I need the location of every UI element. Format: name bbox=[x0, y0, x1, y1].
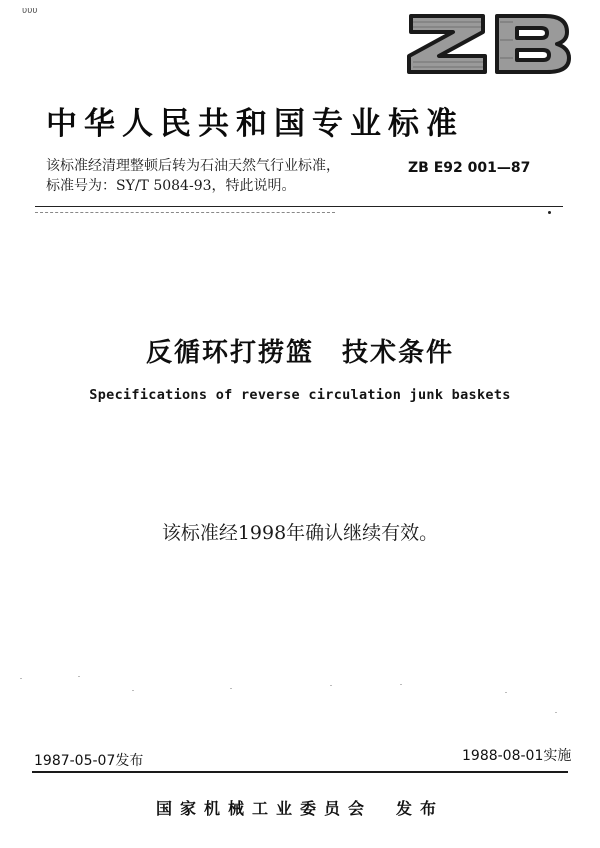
scan-speck bbox=[505, 692, 507, 693]
document-title-en: Specifications of reverse circulation junk baskets bbox=[89, 387, 511, 403]
notice-line-2: 标准号为：SY/T 5084-93，特此说明。 bbox=[46, 178, 296, 194]
confirmation-note: 该标准经1998年确认继续有效。 bbox=[161, 522, 439, 544]
scan-speck bbox=[400, 684, 402, 685]
scan-speck bbox=[132, 690, 134, 691]
scan-speck bbox=[230, 688, 232, 689]
document-title-cn: 反循环打捞篮 技术条件 bbox=[145, 338, 454, 368]
corner-mark: υυυ bbox=[22, 6, 38, 16]
issue-date: 1987-05-07发布 bbox=[34, 753, 144, 769]
header-rule bbox=[35, 206, 563, 207]
notice-line-1: 该标准经清理整顿后转为石油天然气行业标准， bbox=[46, 158, 340, 174]
header-rule-dashed bbox=[35, 212, 335, 213]
scan-speck bbox=[78, 676, 80, 677]
scan-speck bbox=[555, 712, 557, 713]
reclassification-notice bbox=[46, 156, 340, 196]
scan-speck bbox=[330, 685, 332, 686]
footer-rule bbox=[32, 771, 568, 773]
zb-logo-graphic bbox=[409, 16, 569, 72]
scan-speck bbox=[20, 678, 22, 679]
org-title: 中华人民共和国专业标准 bbox=[46, 106, 464, 142]
standard-number: ZB E92 001—87 bbox=[408, 160, 531, 176]
implementation-date: 1988-08-01实施 bbox=[462, 748, 572, 764]
header-rule-dot bbox=[548, 211, 551, 214]
zb-logo bbox=[405, 10, 575, 78]
issuer: 国家机械工业委员会 发布 bbox=[155, 799, 444, 818]
